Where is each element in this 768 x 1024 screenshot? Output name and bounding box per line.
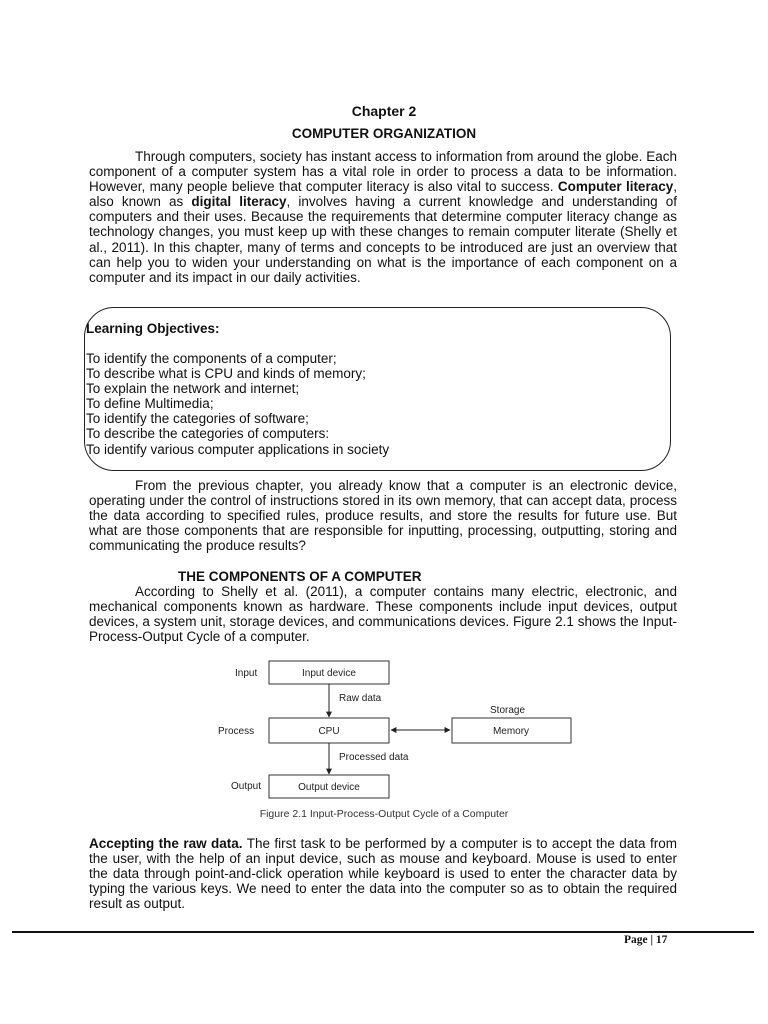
processed-data-label: Processed data (339, 752, 409, 763)
accepting-text: The first task to be performed by a computer is to accept the data from the user, with the help of an input device, such as mouse and keyboard. Mouse is used to enter the data through point-and-click operation while keyboard is used to enter the character data by typing the various keys. We need to enter the data into the computer so as to obtain the required result as output. (89, 836, 677, 912)
objective-item: To identify various computer applications in society (86, 441, 390, 457)
ipo-diagram-svg (205, 656, 585, 806)
objective-item: To identify the categories of software; (86, 411, 309, 427)
previous-chapter-paragraph (89, 478, 677, 553)
page-number: Page | 17 (624, 934, 668, 946)
figure-caption: Figure 2.1 Input-Process-Output Cycle of a Computer (259, 808, 509, 820)
memory-label: Memory (492, 726, 530, 737)
components-heading: THE COMPONENTS OF A COMPUTER (178, 569, 422, 584)
components-paragraph (89, 584, 677, 644)
output-device-label: Output device (298, 782, 360, 793)
accepting-heading: Accepting the raw data. (89, 836, 243, 851)
chapter-title: COMPUTER ORGANIZATION (291, 126, 477, 141)
objective-item: To identify the components of a computer; (86, 351, 337, 366)
input-device-label: Input device (302, 668, 356, 679)
cpu-label: CPU (318, 726, 340, 737)
objective-item: To explain the network and internet; (86, 381, 300, 397)
footer-rule (12, 931, 754, 933)
term-computer-literacy: Computer literacy (557, 179, 674, 195)
intro-paragraph (89, 149, 677, 285)
intro-text-3: , involves having a current knowledge and understanding of computers and their uses. Because the requirements that determine computer literacy change as technology changes, you must keep up with these changes to remain computer literate (Shelly et al., 2011). In this chapter, many of terms and concepts to be introduced are just an overview that can help you to widen your understanding on what is the importance of each component on a computer and its impact in our daily activities. (89, 194, 677, 285)
label-storage: Storage (490, 705, 526, 716)
ipo-cycle-diagram (205, 656, 585, 806)
accepting-paragraph (89, 836, 677, 911)
intro-text-2: , also known as (89, 179, 677, 210)
label-output: Output (231, 781, 262, 792)
objective-item: To define Multimedia; (86, 396, 214, 412)
learning-objectives-list (86, 351, 389, 457)
chapter-label: Chapter 2 (351, 103, 417, 119)
objective-item: To describe the categories of computers: (86, 426, 330, 442)
intro-text-1: Through computers, society has instant access to information from around the globe. Each component of a computer system has a vital role in order to process a data to be information. However, many people believe that computer literacy is also vital to success. (89, 149, 677, 195)
raw-data-label: Raw data (339, 693, 382, 704)
label-input: Input (235, 668, 258, 679)
learning-objectives-title: Learning Objectives: (86, 321, 220, 336)
previous-chapter-text: From the previous chapter, you already know that a computer is an electronic device, operating under the control of instructions stored in its own memory, that can accept data, process the data according to specified rules, produce results, and store the results for future use. But what are those components that are responsible for inputting, processing, outputting, storing and communicating the produce results? (89, 478, 677, 554)
components-text: According to Shelly et al. (2011), a computer contains many electric, electronic, and mechanical components known as hardware. These components include input devices, output devices, a system unit, storage devices, and communications devices. Figure 2.1 shows the Input-Process-Output Cycle of a computer. (89, 584, 677, 645)
label-process: Process (218, 726, 255, 737)
term-digital-literacy: digital literacy (191, 194, 287, 210)
objective-item: To describe what is CPU and kinds of memory; (86, 366, 366, 382)
